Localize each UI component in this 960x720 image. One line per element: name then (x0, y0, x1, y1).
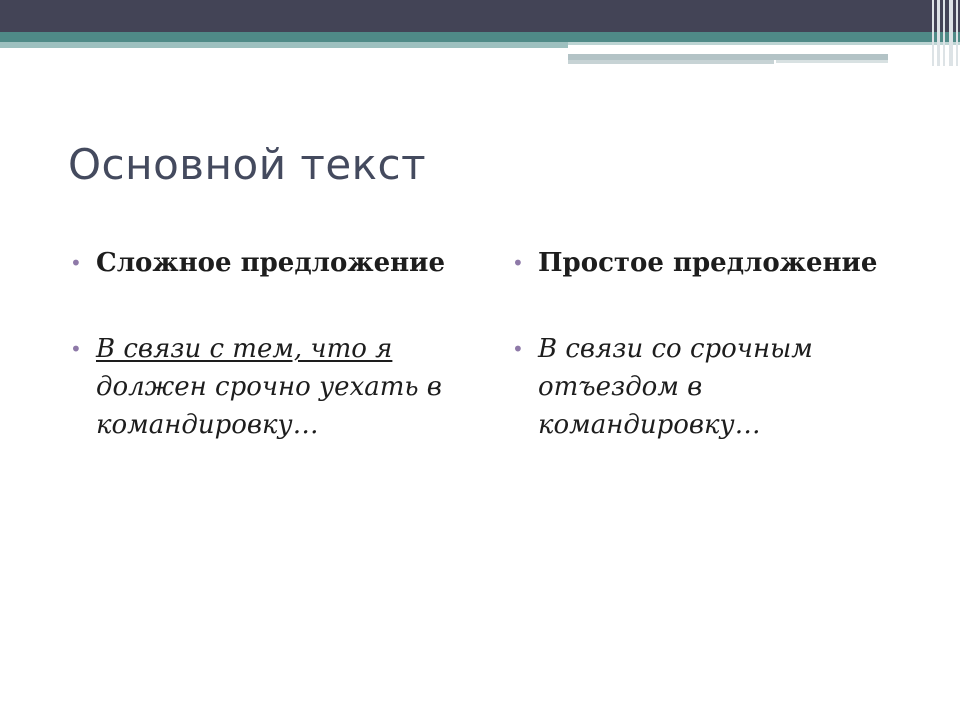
header-bar-teal-light (0, 42, 568, 48)
bullet-item-example (512, 330, 892, 444)
example-underlined-part: В связи с тем, что я (96, 334, 393, 364)
header-vertical-lines (930, 0, 960, 66)
right-column (512, 244, 892, 444)
bullet-icon: • (70, 251, 82, 275)
example-text (96, 334, 442, 440)
left-column (70, 244, 450, 444)
header-bar-teal-light-right (568, 42, 960, 45)
bullet-icon: • (512, 337, 524, 361)
header-bar-teal (0, 32, 960, 42)
slide-title: Основной текст (68, 140, 427, 189)
bullet-icon: • (70, 337, 82, 361)
bullet-item-heading (512, 244, 892, 282)
header-bar-dark (0, 0, 960, 32)
bullet-item-example (70, 330, 450, 444)
example-text: В связи со срочным отъездом в командировку… (538, 334, 813, 440)
example-rest: должен срочно уехать в командировку… (96, 372, 442, 440)
column-heading: Сложное предложение (96, 248, 445, 278)
header-white-line (568, 50, 888, 53)
column-heading: Простое предложение (538, 248, 878, 278)
bullet-item-heading (70, 244, 450, 282)
header-bar-grey-short (568, 60, 774, 64)
bullet-icon: • (512, 251, 524, 275)
header-bar-grey-thin (776, 60, 888, 63)
